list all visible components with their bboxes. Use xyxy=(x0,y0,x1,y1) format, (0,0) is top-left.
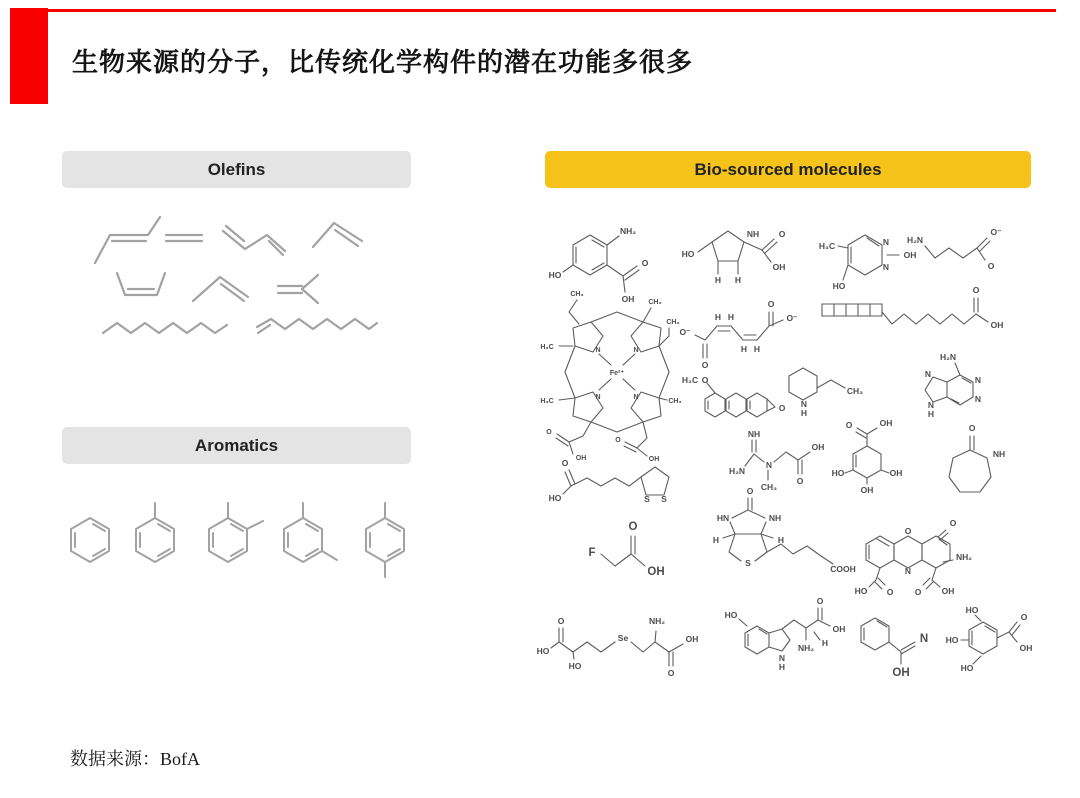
atom-label: O xyxy=(796,476,804,486)
atom-label: N xyxy=(595,347,601,354)
bond-line xyxy=(951,363,971,403)
bond-line xyxy=(997,622,1020,642)
bond-line xyxy=(969,622,997,654)
molecule-mandelonitrile-sketch xyxy=(861,618,928,679)
bond-line xyxy=(748,498,752,510)
atom-label: O xyxy=(968,423,976,433)
olefin-butene-sketch xyxy=(95,217,160,263)
bond-line xyxy=(745,626,769,654)
olefin-propylene-2-sketch xyxy=(193,277,248,301)
atom-label: O⁻ xyxy=(679,327,691,337)
atom-label: HO xyxy=(832,281,846,291)
atom-label: NH₂ xyxy=(619,226,637,236)
olefins-panel-header xyxy=(62,151,411,188)
atom-label: OH xyxy=(990,320,1004,330)
bond-line xyxy=(370,524,400,556)
bond-line xyxy=(861,618,889,650)
bond-line xyxy=(782,608,830,640)
bond-line xyxy=(834,304,870,316)
atom-label: HO xyxy=(681,249,695,259)
bond-line xyxy=(925,377,947,402)
bond-line xyxy=(974,298,988,322)
atom-label: O xyxy=(767,299,775,309)
bond-line xyxy=(838,246,899,280)
molecule-hydroxytryptophan-sketch xyxy=(725,596,846,672)
atom-label: H xyxy=(778,662,786,672)
bond-line xyxy=(624,422,647,456)
atom-label: O xyxy=(701,360,709,370)
molecule-heme-porphyrin-sketch xyxy=(540,291,681,463)
bond-line xyxy=(869,539,947,559)
bond-line xyxy=(75,524,105,556)
bond-line xyxy=(698,239,777,274)
atom-label: OH xyxy=(685,634,699,644)
atom-label: H xyxy=(734,275,742,285)
bond-line xyxy=(366,518,404,562)
atom-label: H xyxy=(777,535,785,545)
m-xylene-sketch xyxy=(284,503,337,562)
bond-line xyxy=(117,273,165,295)
source-note: 数据来源：BofA xyxy=(70,749,200,769)
bond-line xyxy=(695,326,769,340)
atom-label: HO xyxy=(960,663,974,673)
bond-line xyxy=(922,536,950,568)
molecule-creatine-sketch xyxy=(729,429,824,492)
atom-label: H₂N xyxy=(906,235,924,245)
bond-line xyxy=(601,536,645,566)
molecule-thymine-sketch xyxy=(819,235,916,291)
bond-line xyxy=(730,510,766,534)
atom-label: H xyxy=(712,535,720,545)
o-xylene-sketch xyxy=(209,503,263,562)
molecule-oligomer-chain-acid-sketch xyxy=(822,285,1003,330)
bond-line xyxy=(949,450,991,492)
atom-label: CH₃ xyxy=(648,299,662,306)
aromatics-panel-label: Aromatics xyxy=(194,435,279,455)
molecule-fluoroacetic-acid-sketch xyxy=(588,521,664,578)
molecule-trihydroxybenzoic-ring-sketch xyxy=(832,418,903,495)
atom-label: S xyxy=(661,494,667,504)
olefin-long-chain-2-sketch xyxy=(257,319,377,333)
atom-label: H xyxy=(821,638,829,648)
atom-label: OH xyxy=(648,456,660,463)
bond-line xyxy=(573,235,607,275)
atom-label: N xyxy=(974,375,982,385)
atom-label: O xyxy=(972,285,980,295)
atom-label: O⁻ xyxy=(786,313,798,323)
olefins-panel-label: Olefins xyxy=(207,159,266,179)
atom-label: OH xyxy=(941,586,955,596)
atom-label: O xyxy=(886,587,894,597)
atom-label: OH xyxy=(772,262,786,272)
bond-line xyxy=(284,518,322,562)
atom-label: H₃C xyxy=(540,398,554,405)
atom-label: OH xyxy=(889,468,903,478)
olefin-ethylene-sketch xyxy=(166,235,202,241)
molecule-methoxypyrene-epoxide-sketch xyxy=(682,375,786,417)
atom-label: HO xyxy=(965,605,979,615)
bond-line xyxy=(882,312,976,324)
atom-label: HN xyxy=(716,513,730,523)
atom-label: OH xyxy=(811,442,825,452)
bond-line xyxy=(247,521,263,529)
molecule-selenocystathionine-sketch xyxy=(537,616,699,678)
molecule-adenine-sketch xyxy=(925,352,981,419)
atom-label: CH₃ xyxy=(846,386,864,396)
atom-label: HO xyxy=(536,646,550,656)
atom-label: O xyxy=(1020,612,1028,622)
atom-label: O xyxy=(557,616,565,626)
molecule-gallic-acid-sketch xyxy=(946,605,1033,673)
atom-label: NH xyxy=(768,513,782,523)
atom-label: N xyxy=(778,653,786,663)
atom-label: O xyxy=(746,486,754,496)
atom-label: OH xyxy=(575,455,587,462)
page-title: 生物来源的分子，比传统化学构件的潜在功能多很多 xyxy=(72,47,694,77)
bond-line xyxy=(257,319,377,329)
atom-label: COOH xyxy=(830,564,856,574)
atom-label: OH xyxy=(621,294,635,304)
atom-label: N xyxy=(924,369,932,379)
atom-label: HO xyxy=(724,610,738,620)
bond-line xyxy=(103,323,227,333)
bond-line xyxy=(938,530,953,562)
bond-line xyxy=(789,368,817,400)
atom-label: O xyxy=(816,596,824,606)
atom-label: N xyxy=(919,633,929,645)
atom-label: H xyxy=(753,344,761,354)
olefin-propylene-sketch xyxy=(313,223,362,247)
atom-label: N xyxy=(595,394,601,401)
bio-sourced-panel-header xyxy=(545,151,1031,188)
bond-line xyxy=(845,470,889,484)
bond-line xyxy=(140,524,170,556)
atom-label: Fe²⁺ xyxy=(609,370,625,377)
bond-line xyxy=(767,399,775,411)
atom-label: OH xyxy=(860,485,874,495)
molecule-hydroxyanthranilic-acid-sketch xyxy=(549,226,649,304)
atom-label: HO xyxy=(945,635,959,645)
bond-line xyxy=(226,226,244,241)
olefin-butadiene-sketch xyxy=(223,226,285,255)
atom-label: O xyxy=(949,518,957,528)
bond-line xyxy=(576,240,604,270)
red-top-rule xyxy=(40,9,1056,12)
atom-label: H xyxy=(727,312,735,322)
atom-label: S xyxy=(745,558,751,568)
atom-label: H xyxy=(714,312,722,322)
molecule-muconate-sketch xyxy=(679,299,798,370)
bond-line xyxy=(641,467,669,495)
bond-line xyxy=(136,518,174,562)
atom-label: OH xyxy=(832,624,846,634)
atom-label: N xyxy=(882,237,890,247)
atom-label: S xyxy=(644,494,650,504)
bond-line xyxy=(739,619,747,626)
atom-label: H xyxy=(927,409,935,419)
olefin-cis-butene-sketch xyxy=(117,273,165,295)
atom-label: O xyxy=(615,437,621,444)
molecule-phenoxazinone-acid-sketch xyxy=(855,518,973,597)
atom-label: O⁻ xyxy=(990,227,1002,237)
bond-line xyxy=(209,518,247,562)
atom-label: O xyxy=(641,258,649,268)
bio-sourced-panel-label: Bio-sourced molecules xyxy=(694,159,882,179)
bond-line xyxy=(748,629,767,646)
bond-line xyxy=(729,534,767,561)
bond-line xyxy=(302,289,318,303)
molecule-lipoic-acid-sketch xyxy=(549,458,669,504)
atom-label: O xyxy=(561,458,569,468)
atom-label: NH₂ xyxy=(955,552,973,562)
atom-label: HO xyxy=(831,468,845,478)
bond-line xyxy=(723,534,773,538)
bond-line xyxy=(889,642,915,664)
bond-line xyxy=(923,568,940,589)
toluene-sketch xyxy=(136,503,174,562)
atom-label: H₂N xyxy=(728,466,746,476)
bond-line xyxy=(817,380,845,388)
atom-label: OH xyxy=(647,566,665,578)
atom-label: O xyxy=(628,521,638,533)
atom-label: CH₃ xyxy=(570,291,584,298)
olefin-isobutylene-sketch xyxy=(278,275,318,303)
atom-label: N xyxy=(633,347,639,354)
atom-label: F xyxy=(588,547,596,559)
bond-line xyxy=(848,235,882,275)
atom-label: N xyxy=(633,394,639,401)
atom-label: O xyxy=(914,587,922,597)
bond-line xyxy=(769,629,790,651)
aromatics-structures xyxy=(62,485,452,605)
atom-label: O xyxy=(778,403,786,413)
molecule-biotin-sketch xyxy=(713,486,856,574)
atom-label: H₃C xyxy=(818,241,836,251)
bond-line xyxy=(563,470,575,494)
bond-line xyxy=(556,422,591,454)
atom-label: OH xyxy=(1019,643,1033,653)
bond-line xyxy=(71,518,109,562)
atom-label: OH xyxy=(879,418,893,428)
bond-line xyxy=(947,375,973,405)
bond-line xyxy=(571,477,641,486)
atom-label: H₃C xyxy=(681,375,699,385)
bond-line xyxy=(745,440,810,480)
atom-label: HO xyxy=(548,270,562,280)
bond-line xyxy=(925,246,977,258)
bond-line xyxy=(894,536,922,568)
atom-label: CH₃ xyxy=(760,482,778,492)
atom-label: H xyxy=(740,344,748,354)
atom-label: O xyxy=(904,526,912,536)
atom-label: N xyxy=(927,400,935,410)
atom-label: H xyxy=(800,408,808,418)
bio-sourced-structures xyxy=(535,200,1040,700)
atom-label: H₃C xyxy=(540,344,554,351)
bond-line xyxy=(977,238,990,260)
atom-label: HO xyxy=(568,661,582,671)
atom-label: H xyxy=(714,275,722,285)
atom-label: Se xyxy=(617,633,629,643)
p-xylene-sketch xyxy=(366,503,404,577)
bond-line xyxy=(213,524,243,556)
atom-label: NH₂ xyxy=(797,643,815,653)
atom-label: HO xyxy=(854,586,868,596)
olefins-structures xyxy=(62,205,452,355)
bond-line xyxy=(864,621,887,640)
red-accent-block xyxy=(10,8,48,104)
atom-label: CH₃ xyxy=(668,398,682,405)
bond-line xyxy=(712,231,744,261)
atom-label: OH xyxy=(903,250,917,260)
atom-label: OH xyxy=(892,667,910,679)
atom-label: O xyxy=(701,375,709,385)
atom-label: N xyxy=(800,399,808,409)
atom-label: O xyxy=(546,429,552,436)
molecule-coniine-sketch xyxy=(789,368,863,418)
bond-line xyxy=(961,615,981,664)
molecule-aminobutyrate-sketch xyxy=(907,227,1002,271)
bond-line xyxy=(853,446,881,478)
bond-line xyxy=(335,230,358,246)
atom-label: NH xyxy=(992,449,1006,459)
atom-label: O xyxy=(987,261,995,271)
atom-label: O xyxy=(667,668,675,678)
bond-line xyxy=(822,304,882,316)
bond-line xyxy=(288,524,318,556)
atom-label: CH₃ xyxy=(666,319,680,326)
atom-label: N xyxy=(974,394,982,404)
atom-label: H₂N xyxy=(939,352,957,362)
atom-label: O xyxy=(778,229,786,239)
aromatics-panel-header xyxy=(62,427,411,464)
atom-label: HO xyxy=(548,493,562,503)
bond-line xyxy=(767,544,833,564)
bond-line xyxy=(970,436,974,450)
bond-line xyxy=(322,551,337,560)
bond-line xyxy=(869,568,885,589)
benzene-sketch xyxy=(71,518,109,562)
bond-line xyxy=(851,238,879,263)
bond-line xyxy=(302,275,318,289)
bond-line xyxy=(708,401,750,409)
atom-label: NH xyxy=(747,429,761,439)
atom-label: N xyxy=(765,460,773,470)
atom-label: N xyxy=(882,262,890,272)
bond-line xyxy=(569,300,669,346)
bond-line xyxy=(972,626,995,645)
atom-label: NH₂ xyxy=(648,616,666,626)
atom-label: N xyxy=(904,566,912,576)
olefin-long-chain-sketch xyxy=(103,323,227,333)
bond-line xyxy=(856,428,877,446)
molecule-hydroxyproline-sketch xyxy=(682,229,786,285)
atom-label: O xyxy=(845,420,853,430)
atom-label: NH xyxy=(746,229,760,239)
molecule-caprolactam-sketch xyxy=(949,423,1005,492)
